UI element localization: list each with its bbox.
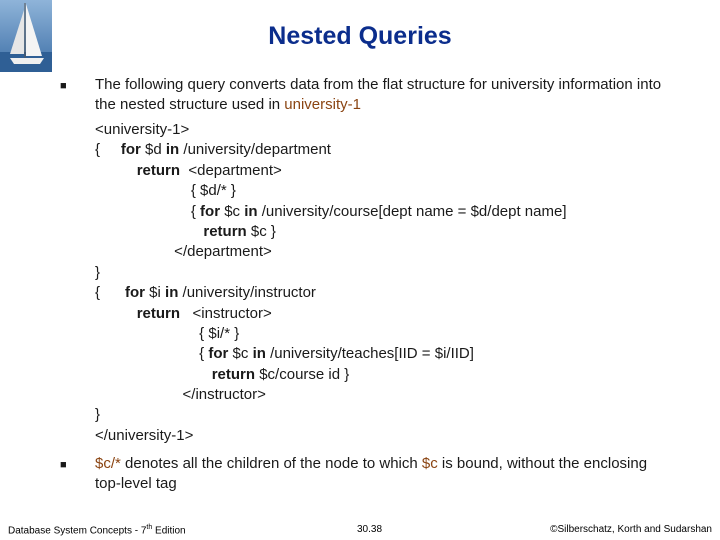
slide-title: Nested Queries [268, 22, 452, 50]
code-line: { $i/* } [95, 324, 240, 342]
bullet1-accent: university-1 [284, 96, 361, 113]
footer-left: Database System Concepts - 7th Edition [8, 524, 186, 537]
footer-page-number: 30.38 [357, 524, 383, 535]
code-line: </instructor> [95, 386, 266, 404]
bullet-paragraph-1 [95, 75, 675, 115]
bullet-paragraph-2 [95, 454, 675, 494]
square-bullet-icon: ■ [60, 459, 67, 471]
code-line: </university-1> [95, 426, 194, 444]
bullet1-text: The following query converts data from the flat structure for university information into the nested structure used in [95, 76, 662, 113]
code-line: return $c } [203, 222, 276, 240]
square-bullet-icon: ■ [60, 80, 67, 92]
code-line: } [95, 406, 101, 424]
code-line: { for $d in /university/department [95, 141, 331, 159]
bullet2-accent-1: $c/* [95, 455, 121, 472]
code-line: return <department> [136, 161, 282, 179]
bullet2-accent-2: $c [421, 455, 438, 472]
code-line: return <instructor> [136, 304, 272, 322]
code-line: { for $c in /university/course[dept name = $d/dept name] [95, 202, 567, 220]
code-line: </department> [95, 243, 272, 261]
bullet2-text: denotes all the children of the node to which [120, 455, 422, 472]
code-line: { for $c in /university/teaches[IID = $i/IID] [95, 345, 474, 363]
query-code-block [95, 120, 567, 446]
code-line: } [95, 263, 101, 281]
code-line: return $c/course id } [211, 365, 350, 383]
code-line: <university-1> [95, 121, 190, 138]
code-line: { $d/* } [95, 182, 236, 200]
code-line: { for $i in /university/instructor [95, 284, 316, 302]
bullet2-text-end: is bound, without the enclosing top-level tag [95, 455, 648, 492]
footer-copyright: ©Silberschatz, Korth and Sudarshan [550, 524, 712, 535]
